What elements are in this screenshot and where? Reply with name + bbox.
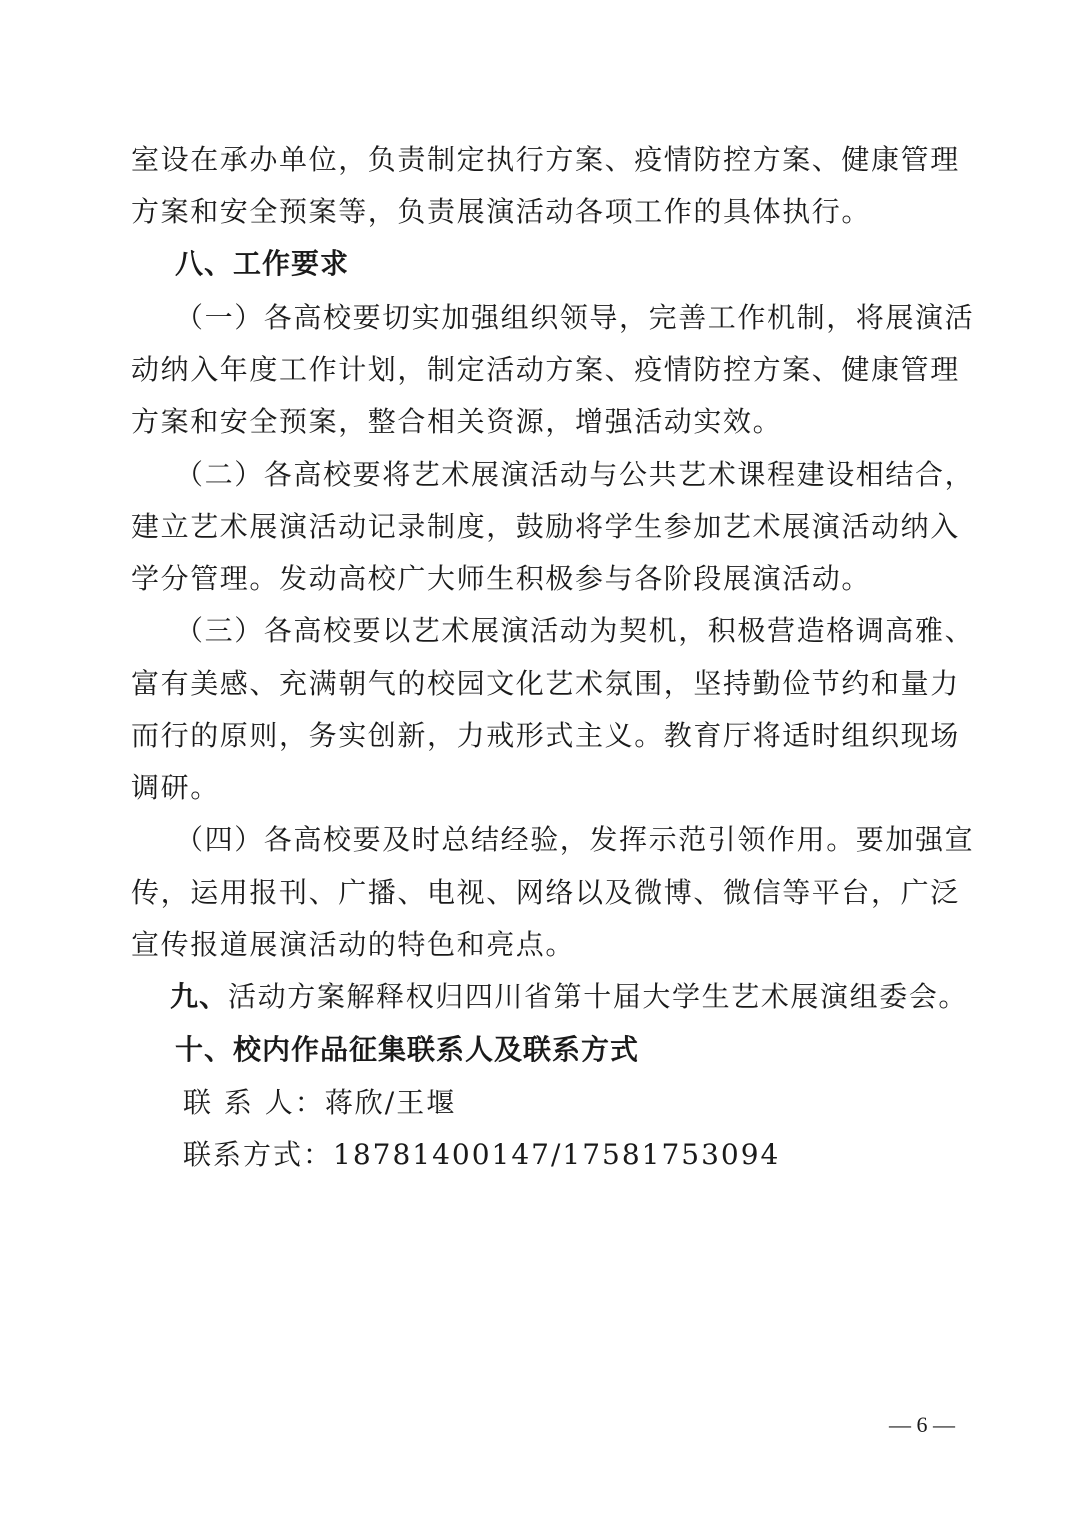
paragraph-line: （三）各高校要以艺术展演活动为契机，积极营造格调高雅、: [175, 614, 975, 647]
paragraph-line: 而行的原则，务实创新，力戒形式主义。教育厅将适时组织现场: [131, 719, 960, 752]
section-9-number: 九、: [170, 980, 229, 1013]
contact-phone: 联系方式：18781400147/17581753094: [183, 1138, 781, 1171]
section-heading: 八、工作要求: [175, 247, 350, 280]
paragraph-line: 传，运用报刊、广播、电视、网络以及微博、微信等平台，广泛: [131, 876, 960, 909]
paragraph-line: 室设在承办单位，负责制定执行方案、疫情防控方案、健康管理: [131, 143, 960, 176]
paragraph-line: 方案和安全预案，整合相关资源，增强活动实效。: [131, 405, 783, 438]
page-number: — 6 —: [889, 1412, 955, 1437]
paragraph-line: （一）各高校要切实加强组织领导，完善工作机制，将展演活: [175, 301, 975, 334]
paragraph-line: （四）各高校要及时总结经验，发挥示范引领作用。要加强宣: [175, 823, 975, 856]
paragraph-line: （二）各高校要将艺术展演活动与公共艺术课程建设相结合，: [175, 458, 975, 491]
paragraph-line: 学分管理。发动高校广大师生积极参与各阶段展演活动。: [131, 562, 872, 595]
paragraph-line: 调研。: [131, 771, 220, 804]
section-9-text: 活动方案解释权归四川省第十届大学生艺术展演组委会。: [228, 980, 969, 1013]
paragraph-line: 富有美感、充满朝气的校园文化艺术氛围，坚持勤俭节约和量力: [131, 667, 960, 700]
paragraph-line: 方案和安全预案等，负责展演活动各项工作的具体执行。: [131, 195, 872, 228]
section-heading: 十、校内作品征集联系人及联系方式: [175, 1033, 640, 1066]
paragraph-line: 宣传报道展演活动的特色和亮点。: [131, 928, 576, 961]
contact-person: 联 系 人：蒋欣/王堰: [183, 1086, 457, 1119]
paragraph-line: 建立艺术展演活动记录制度，鼓励将学生参加艺术展演活动纳入: [131, 510, 960, 543]
section-9-line: [170, 977, 1000, 1017]
paragraph-line: 动纳入年度工作计划，制定活动方案、疫情防控方案、健康管理: [131, 353, 960, 386]
